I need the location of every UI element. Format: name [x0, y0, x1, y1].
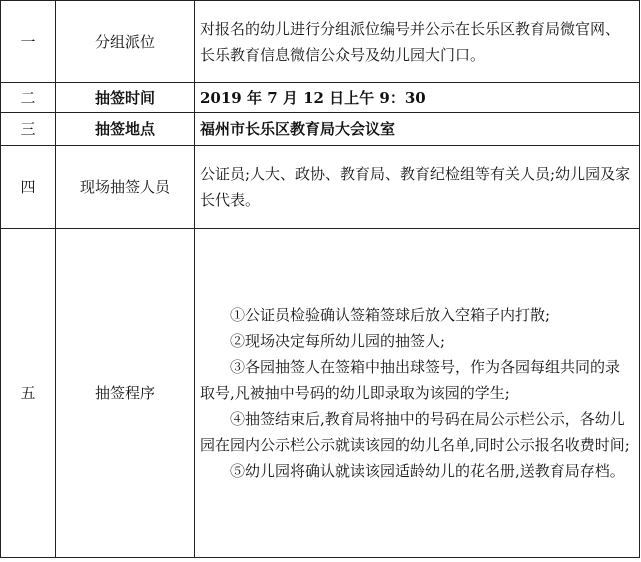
row-number: 五: [1, 229, 56, 558]
row-number: 四: [1, 146, 56, 229]
procedure-step: ④抽签结束后,教育局将抽中的号码在局公示栏公示，各幼儿园在园内公示栏公示就读该园的幼儿名单,同时公示报名收费时间;: [200, 410, 630, 454]
procedure-steps: [200, 300, 634, 486]
table-row: [1, 146, 640, 229]
row-item: 分组派位: [56, 1, 195, 83]
table-row: [1, 1, 640, 83]
row-content: 对报名的幼儿进行分组派位编号并公示在长乐区教育局微官网、长乐教育信息微信公众号及幼儿园大门口。: [195, 1, 640, 83]
row-item: 现场抽签人员: [56, 146, 195, 229]
table-row: [1, 113, 640, 146]
row-number: 二: [1, 83, 56, 113]
row-content: 福州市长乐区教育局大会议室: [195, 113, 640, 146]
row-item: 抽签地点: [56, 113, 195, 146]
row-item: 抽签时间: [56, 83, 195, 113]
row-number: 一: [1, 1, 56, 83]
row-content: 公证员;人大、政协、教育局、教育纪检组等有关人员;幼儿园及家长代表。: [195, 146, 640, 229]
procedure-step: ②现场决定每所幼儿园的抽签人;: [230, 332, 446, 350]
procedure-step: ③各园抽签人在签箱中抽出球签号，作为各园每组共同的录取号,凡被抽中号码的幼儿即录取为该园的学生;: [200, 358, 621, 402]
procedure-step: ①公证员检验确认签箱签球后放入空箱子内打散;: [230, 306, 551, 324]
table-row: [1, 229, 640, 558]
row-number: 三: [1, 113, 56, 146]
procedure-step: ⑤幼儿园将确认就读该园适龄幼儿的花名册,送教育局存档。: [230, 462, 625, 480]
table-row: [1, 83, 640, 113]
row-item: 抽签程序: [56, 229, 195, 558]
row-content: 2019 年 7 月 12 日上午 9：30: [195, 83, 640, 113]
row-content: [195, 229, 640, 558]
